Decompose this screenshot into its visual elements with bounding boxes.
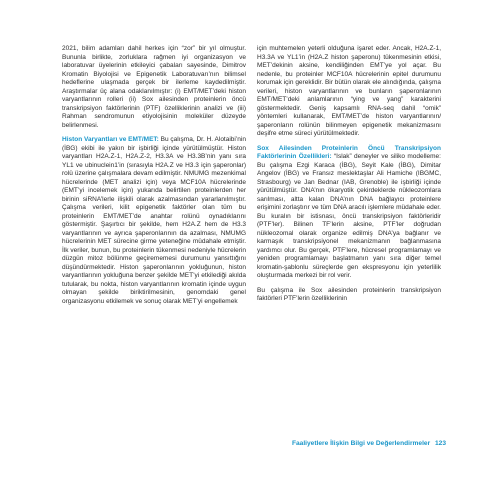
histone-variants-heading: Histon Varyantları ve EMT/MET:	[62, 136, 159, 143]
page-number: 123	[434, 440, 446, 447]
sox-ptf-paragraph	[257, 145, 441, 281]
sox-ptf-heading: Sox Ailesinden Proteinlerin Öncü Transkripsiyon Faktörlerinin Özellikleri:	[257, 144, 441, 160]
footer-section-title: Faaliyetlere İlişkin Bilgi ve Değerlendirmeler	[291, 440, 431, 447]
sox-closing-paragraph: Bu çalışma ile Sox ailesinden proteinlerin transkripsiyon faktörleri PTF’lerin özelliklerinin	[257, 286, 441, 302]
intro-paragraph: 2021, bilim adamları dahil herkes için “zor” bir yıl olmuştur. Bununla birlikte, zorluklara rağmen iyi organizasyon ve laboratuvar üyelerinin etkileyici çabaları sayesinde, Dimitrov Kromatin Biyolojisi ve Epigenetik Laboratuvarı’nın bilimsel hedeflerine ulaşmada gerçek bir ilerleme kaydedilmiştir. Araştırmalar üç alana odaklanılmıştır: (i) EMT/MET’deki histon varyantlarının rolleri (ii) Sox ailesinden proteinlerin öncü transkripsiyon faktörlerinin (PTF) özelliklerinin analizi ve (iii) Rahman sendromunun etiyolojisinin moleküler düzeyde belirlenmesi.	[62, 45, 246, 129]
histone-variants-body: Bu çalışma, Dr. H. Alotaibi’nin (İBG) ekibi ile yakın bir işbirliği içinde yürütülmüştür. Histon varyantları H2A.Z-1, H2A.Z-2, H3.3A ve H3.3B’nin yanı sıra YL1 ve ubinuclein1’in (sırasıyla H2A.Z ve H3.3 için şaperonlar) rolü üzerine çalışmalara devam edilmiştir. NMUMG mezenkimal hücrelerinde (MET analizi için) veya MCF10A hücrelerinde (EMT’yi incelemek için) yukarıda belirtilen proteinlerden her birinin siRNA’lerle ilişkili olarak azalmasından yararlanılmıştır. Çalışma verileri, kilit epigenetik faktörler olan tüm bu proteinlerin EMT/MET’de anahtar rolünü oynadıklarını göstermiştir. Şaşırtıcı bir şekilde, hem H2A.Z hem de H3.3 varyantlarının ve ayrıca şaperonlarının da azalması, NMUMG hücrelerinin MET sürecine girme yeteneğine müdahale etmiştir. İlk veriler, bunun, bu proteinlerin tükenmesi nedeniyle hücrelerin düzgün mitoz bölünme geçirememesi durumunu yansıttığını düşündürmektedir. Histon şaperonlarının yokluğunun, histon varyantlarının yokluğuna benzer şekilde MET’yi etkilediği akılda tutularak, bu nokta, histon varyantlarının kromatin içinde uygun olmayan şekilde biriktirilmesinin, genomdaki genel organizasyonu etkilemek ve sonuç olarak MET’yi engellemek	[62, 136, 246, 305]
right-column	[257, 45, 441, 310]
histone-variants-paragraph	[62, 136, 246, 306]
page-footer	[200, 440, 446, 447]
left-column	[62, 45, 246, 312]
sox-ptf-body: “Islak” deneyler ve siliko modelleme: Bu çalışma Ezgi Karaca (İBG), Seyit Kale (İBG), Dimitar Angelov (İBG) ve Fransız meslektaşlar Ali Hamiche (IBGMC, Strasbourg) ve Jan Bednar (IAB, Grenoble) ile işbirliği içinde yürütülmüştür. DNA’nın ökaryotik çekirdeklerde nükleozomlara sarılması, altta kalan DNA’nın DNA bağlayıcı proteinlere erişimini zorlaştırır ve tüm DNA aracılı işlemlere müdahale eder. Bu kuralın bir istisnası, öncü transkripsiyon faktörleridir (PTF’ler). Bilinen TF’lerin aksine, PTF’ler doğrudan nükleozomal olarak organize edilmiş DNA’ya bağlanır ve karmaşık transkripsiyonel mekanizmanın bağlanmasına yardımcı olur. Bu gerçek, PTF’lere, hücresel programlamayı ve yeniden programlamayı başlatmanın yanı sıra diğer temel kromatin-şablonlu süreçlerde gen ekspresyonu için yeterlilik oluşturmada merkezi bir rol verir.	[257, 153, 441, 279]
histone-continuation-paragraph: için muhtemelen yeterli olduğuna işaret eder. Ancak, H2A.Z-1, H3.3A ve YL1’in (H2A.Z histon şaperonu) tükenmesinin etkisi, MET’dekinin aksine, kendiliğinden EMT’ye yol açar. Bu nedenle, bu proteinler MCF10A hücrelerinin epitel durumunu korumak için gereklidir. Bir bütün olarak ele alındığında, çalışma verileri, histon varyantlarının ve bunların şaperonlarının EMT/MET’deki anlamlarının “ying ve yang” karakterini göstermektedir. Geniş kapsamlı RNA-seq dahil “omik” yöntemleri kullanarak, EMT/MET’de histon varyantlarının/şaperonların rolünün bilinmeyen epigenetik mekanizmasını deşifre etme süreci yürütülmektedir.	[257, 45, 441, 137]
